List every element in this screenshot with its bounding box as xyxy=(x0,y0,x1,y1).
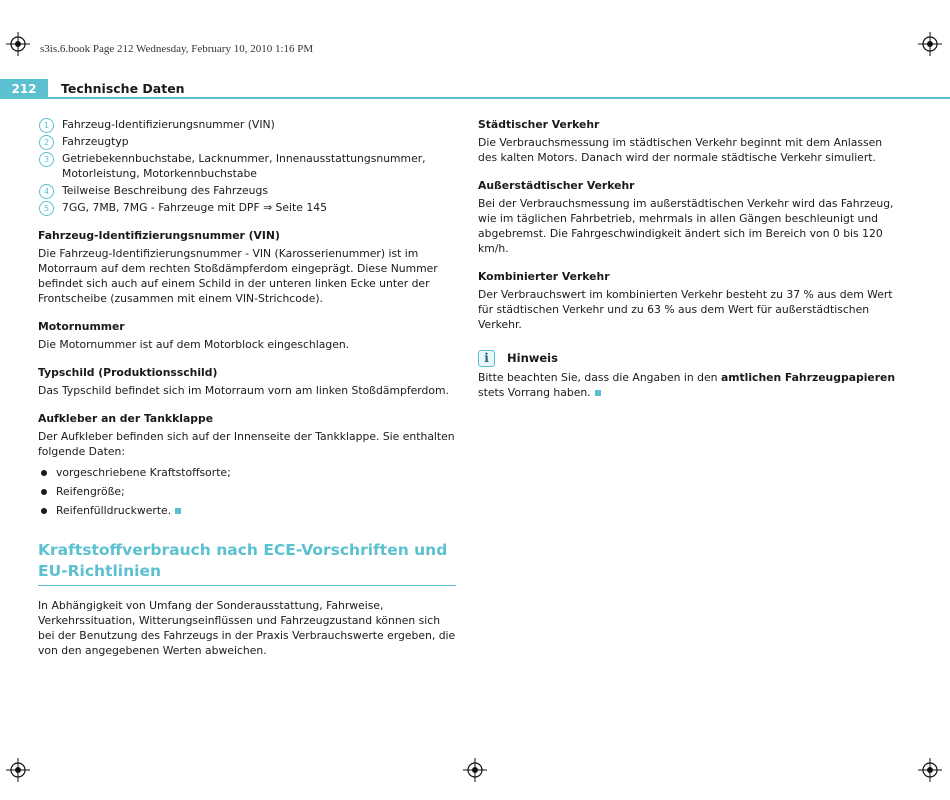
legend-text: Fahrzeugtyp xyxy=(62,135,129,148)
legend-number: 3 xyxy=(39,152,54,167)
section-heading: Aufkleber an der Tankklappe xyxy=(38,412,214,425)
section-type-plate xyxy=(38,365,456,398)
legend-item xyxy=(38,117,456,132)
right-column xyxy=(478,117,898,400)
section-urban-traffic xyxy=(478,117,898,165)
section-extra-urban-traffic xyxy=(478,178,898,256)
note-body: Bitte beachten Sie, dass die Angaben in den amtlichen Fahrzeugpapieren stets Vorrang haben. xyxy=(478,371,896,399)
section-heading: Fahrzeug-Identifizierungsnummer (VIN) xyxy=(38,229,280,242)
section-body: Der Aufkleber befinden sich auf der Innenseite der Tankklappe. Sie enthalten folgende Daten: xyxy=(38,430,455,458)
registration-mark-icon xyxy=(918,32,942,56)
section-body: Das Typschild befindet sich im Motorraum vorn am linken Stoßdämpferdom. xyxy=(38,384,449,397)
section-end-icon xyxy=(595,390,601,396)
section-vin xyxy=(38,228,456,306)
registration-mark-icon xyxy=(463,758,487,782)
bullet-item: Reifenfülldruckwerte. xyxy=(38,503,456,518)
legend-number: 1 xyxy=(39,118,54,133)
note-title: Hinweis xyxy=(507,351,558,365)
section-body: Die Fahrzeug-Identifizierungsnummer - VIN (Karosserienummer) ist im Motorraum auf dem rechten Stoßdämpferdom eingeprägt. Diese Nummer befindet sich auch auf einem Schild in der unteren linken Ecke unter der Frontscheibe (zusammen mit einem VIN-Strichcode). xyxy=(38,247,438,305)
section-engine-number xyxy=(38,319,456,352)
section-heading: Typschild (Produktionsschild) xyxy=(38,366,218,379)
legend-text: Getriebekennbuchstabe, Lacknummer, Innenausstattungsnummer, Motorleistung, Motorkennbuchstabe xyxy=(62,152,426,180)
chapter-heading-block xyxy=(38,540,456,586)
note-box xyxy=(478,350,898,400)
legend-item xyxy=(38,183,456,198)
left-column xyxy=(38,117,456,658)
header-rule xyxy=(0,97,950,99)
registration-mark-icon xyxy=(6,32,30,56)
legend-text: Fahrzeug-Identifizierungsnummer (VIN) xyxy=(62,118,275,131)
chapter-title: Kraftstoffverbrauch nach ECE-Vorschriften und EU-Richtlinien xyxy=(38,541,448,580)
section-heading: Motornummer xyxy=(38,320,125,333)
section-body: Die Motornummer ist auf dem Motorblock eingeschlagen. xyxy=(38,338,350,351)
figure-legend xyxy=(38,117,456,215)
registration-mark-icon xyxy=(6,758,30,782)
section-heading: Außerstädtischer Verkehr xyxy=(478,179,635,192)
page-number: 212 xyxy=(0,79,48,99)
bullet-item: Reifengröße; xyxy=(38,484,456,499)
section-tank-sticker xyxy=(38,411,456,518)
note-header xyxy=(478,350,898,367)
legend-text: Teilweise Beschreibung des Fahrzeugs xyxy=(62,184,268,197)
legend-number: 2 xyxy=(39,135,54,150)
section-heading: Kombinierter Verkehr xyxy=(478,270,610,283)
section-body: Die Verbrauchsmessung im städtischen Verkehr beginnt mit dem Anlassen des kalten Motors. Danach wird der normale städtische Verkehr simuliert. xyxy=(478,136,883,164)
legend-number: 5 xyxy=(39,201,54,216)
legend-item xyxy=(38,134,456,149)
chapter-body: In Abhängigkeit von Umfang der Sonderausstattung, Fahrweise, Verkehrssituation, Witterungseinflüssen und Fahrzeugzustand können sich bei der Benutzung des Fahrzeugs in der Praxis Verbrauchswerte ergeben, die von den angegebenen Werten abweichen. xyxy=(38,599,456,657)
section-heading: Städtischer Verkehr xyxy=(478,118,600,131)
print-slug: s3is.6.book Page 212 Wednesday, February 10, 2010 1:16 PM xyxy=(40,43,314,55)
legend-text: 7GG, 7MB, 7MG - Fahrzeuge mit DPF ⇒ Seite 145 xyxy=(62,201,327,214)
legend-item xyxy=(38,151,456,181)
sticker-bullet-list xyxy=(38,465,456,518)
section-body: Der Verbrauchswert im kombinierten Verkehr besteht zu 37 % aus dem Wert für städtischen Verkehr und zu 63 % aus dem Wert für außerstädtischen Verkehr. xyxy=(478,288,893,331)
registration-mark-icon xyxy=(918,758,942,782)
bullet-item: vorgeschriebene Kraftstoffsorte; xyxy=(38,465,456,480)
page-header-title: Technische Daten xyxy=(61,81,185,96)
section-body: Bei der Verbrauchsmessung im außerstädtischen Verkehr wird das Fahrzeug, wie im täglichen Fahrbetrieb, mehrmals in allen Gängen beschleunigt und abgebremst. Die Fahrgeschwindigkeit ändert sich im Bereich von 0 bis 120 km/h. xyxy=(478,197,894,255)
legend-item xyxy=(38,200,456,215)
info-icon: i xyxy=(478,350,495,367)
section-end-icon xyxy=(175,508,181,514)
section-combined-traffic xyxy=(478,269,898,332)
legend-number: 4 xyxy=(39,184,54,199)
